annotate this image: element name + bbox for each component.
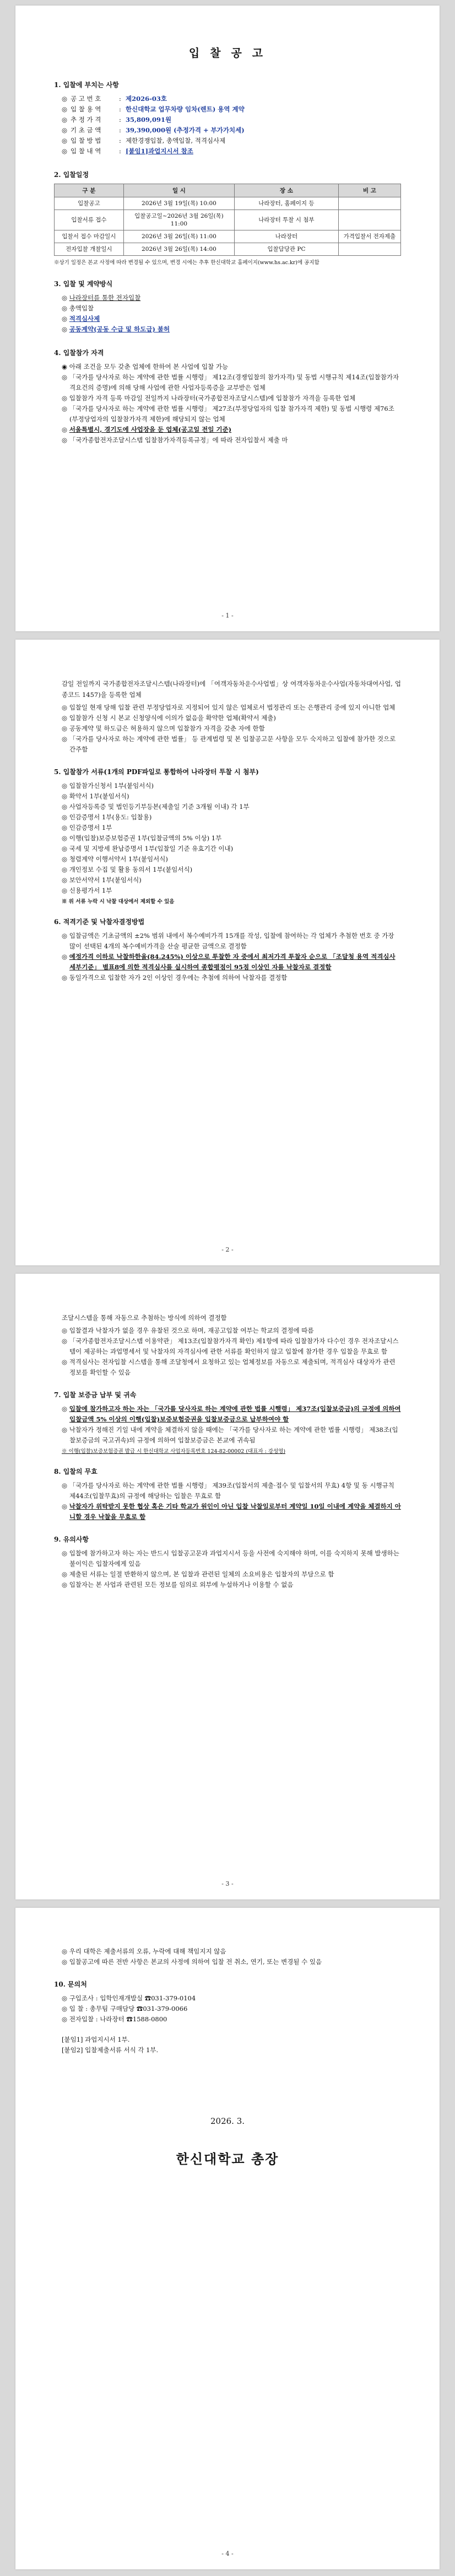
attachment-item: [붙임1] 과업지시서 1부. (62, 2036, 130, 2043)
section-9-heading: 9. 유의사항 (54, 1536, 89, 1543)
award-criteria-item: ◎ 예정가격 이하로 낙찰하한율(84.245%) 이상으로 투찰한 자 중에서 최저가격 투찰자 순으로 「조달청 용역 적격심사 세부기준」 별표8에 의한 적격심사를 실시하여 종합평점이 95점 이상인 자를 낙찰자로 결정함 (62, 953, 396, 971)
document-item: ◎ 인감증명서 1부(용도: 입찰용) (62, 813, 152, 821)
notice-item: ◎ 입찰에 참가하고자 하는 자는 반드시 입찰공고문과 과업지시서 등을 사전에 숙지해야 하며, 이를 숙지하지 못해 발생하는 불이익은 입찰자에게 있음 (62, 1549, 399, 1568)
page-number: - 2 - (221, 1246, 234, 1253)
bid-info-row: ◎ 기 초 금 액 : 39,390,000원 (추정가격 + 부가가치세) (62, 126, 245, 134)
section-5-heading: 5. 입찰참가 서류(1개의 PDF파일로 통합하여 나라장터 투찰 시 첨부) (54, 768, 259, 776)
notice-item: ◎ 제출된 서류는 일절 반환하지 않으며, 본 입찰과 관련된 일체의 소요비용은 입찰자의 부담으로 함 (62, 1570, 334, 1578)
schedule-header-cell: 비 고 (338, 184, 400, 197)
document-page-2 (15, 640, 440, 1265)
section-10-heading: 10. 문의처 (54, 1981, 87, 1988)
page-number: - 1 - (221, 612, 234, 619)
bid-info-row: ◎ 입 찰 내 역 : [붙임1]과업지시서 참조 (62, 147, 193, 155)
qualification-item: ◎ 입찰참가 자격 등록 마감일 전일까지 나라장터(국가종합전자조달시스템)에 입찰참가 자격을 등록한 업체 (62, 394, 356, 402)
schedule-note: ※상기 일정은 본교 사정에 따라 변경될 수 있으며, 변경 시에는 추후 한신대학교 홈페이지(www.hs.ac.kr)에 공지함 (54, 260, 319, 266)
schedule-row: 입찰서 접수 마감일시 2026년 3월 26일(목) 11:00 나라장터 가격입찰서 전자제출 (55, 230, 401, 243)
bid-info-list (54, 94, 401, 157)
qualification-item: ◎ 서울특별시, 경기도에 사업장을 둔 업체(공고일 전일 기준) (62, 426, 232, 433)
section-4-heading: 4. 입찰참가 자격 (54, 349, 104, 357)
bid-bond-item: ◎ 입찰에 참가하고자 하는 자는 「국가를 당사자로 하는 계약에 관한 법률 시행령」 제37조(입찰보증금)의 규정에 의하여 입찰금액 5% 이상의 이행(입찰)보증보험증권을 입찰보증금으로 납부하여야 함 (62, 1405, 401, 1423)
contract-method-item: ◎ 공동계약(공동 수급 및 하도급) 불허 (62, 325, 170, 333)
document-item: ◎ 입찰참가신청서 1부(붙임서식) (62, 782, 154, 790)
notice-date: 2026. 3. (210, 2116, 245, 2126)
schedule-table (54, 184, 401, 256)
attachment-item: [붙임2] 입찰제출서류 서식 각 1부. (62, 2046, 159, 2054)
bid-bond-note: ※ 이행(입찰)보증보험증권 발급 시 한신대학교 사업자등록번호 124-82-00002 (대표자 : 강성영) (62, 1448, 286, 1455)
document-item: ◎ 보안서약서 1부(붙임서식) (62, 876, 142, 884)
notice-item: ◎ 입찰공고에 따른 전반 사항은 본교의 사정에 의하여 입찰 전 취소, 연기, 또는 변경될 수 있음 (62, 1958, 322, 1966)
section-6-heading: 6. 적격기준 및 낙찰자결정방법 (54, 918, 145, 926)
qualification-continued: 감일 전일까지 국가종합전자조달시스템(나라장터)에 「여객자동차운수사업법」상 여객자동차운수사업(자동차대여사업, 업종코드 1457)을 등록한 업체 (62, 680, 401, 699)
issuer-signature: 한신대학교 총장 (176, 2151, 279, 2167)
invalid-bid-item: ◎ 낙찰자가 위탁받지 못한 협상 혹은 기타 학교가 원인이 아닌 입찰 낙찰일로부터 계약일 10일 이내에 계약을 체결하지 아니할 경우 낙찰을 무효로 함 (62, 1502, 401, 1521)
document-page-4 (15, 1908, 440, 2569)
section-1-heading: 1. 입찰에 부치는 사항 (54, 81, 119, 89)
schedule-row: 전자입찰 개찰일시 2026년 3월 26일(목) 14:00 입찰담당관 PC (55, 243, 401, 256)
qualification-item: ◎ 「국가를 당사자로 하는 계약에 관한 법률」 등 관계법령 및 본 입찰공고문 사항을 모두 숙지하고 입찰에 참가한 것으로 간주함 (62, 735, 396, 753)
page-title: 입 찰 공 고 (188, 46, 267, 60)
qualification-item: ◉ 아래 조건을 모두 갖춘 업체에 한하여 본 사업에 입찰 가능 (62, 363, 229, 371)
document-item: ◎ 확약서 1부(붙임서식) (62, 792, 129, 800)
section-2-heading: 2. 입찰일정 (54, 171, 89, 179)
section-8-heading: 8. 입찰의 무효 (54, 1468, 98, 1475)
award-criteria-item: ◎ 동일가격으로 입찰한 자가 2인 이상인 경우에는 추첨에 의하여 낙찰자를 결정함 (62, 974, 288, 981)
qualification-item: ◎ 「국가종합전자조달시스템 입찰참가자격등록규정」에 따라 전자입찰서 제출 마 (62, 436, 288, 444)
required-documents-list (54, 781, 401, 896)
schedule-header-cell: 일 시 (123, 184, 234, 197)
document-page-1 (15, 6, 440, 631)
section-7-heading: 7. 입찰 보증금 납부 및 귀속 (54, 1391, 137, 1399)
award-criteria-continued: 조달시스템을 통해 자동으로 추첨하는 방식에 의하여 결정함 (62, 1314, 227, 1322)
qualification-item: ◎ 입찰일 현재 당해 입찰 관련 부정당업자로 지정되어 있지 않은 업체로서 법정관리 또는 은행관리 중에 있지 아니한 업체 (62, 704, 396, 711)
qualification-item: ◎ 공동계약 및 하도급은 허용하지 않으며 입찰참가 자격을 갖춘 자에 한함 (62, 724, 265, 732)
invalid-bid-item: ◎ 「국가를 당사자로 하는 계약에 관한 법률 시행령」 제39조(입찰서의 제출·접수 및 입찰서의 무효) 4항 및 동 시행규칙 제44조(입찰무효)의 규정에 해당하는 입찰은 무효로 함 (62, 1482, 394, 1500)
schedule-header-cell: 구 분 (55, 184, 124, 197)
schedule-header-row (55, 184, 401, 197)
section-3-heading: 3. 입찰 및 계약방식 (54, 280, 113, 288)
award-criteria-item: ◎ 입찰금액은 기초금액의 ±2% 범위 내에서 복수예비가격 15개를 작성, 입찰에 참여하는 각 업체가 추첨한 번호 중 가장 많이 선택된 4개의 복수예비가격을 산술 평균한 금액으로 결정함 (62, 932, 394, 950)
bid-info-row: ◎ 추 정 가 격 : 35,809,091원 (62, 116, 172, 124)
document-page-3 (15, 1274, 440, 1899)
bid-bond-item: ◎ 낙찰자가 정해진 기일 내에 계약을 체결하지 않을 때에는 「국가를 당사자로 하는 계약에 관한 법률 시행령」 제38조(입찰보증금의 국고귀속)의 규정에 의하여 입찰보증금은 본교에 귀속됨 (62, 1426, 398, 1444)
documents-note: ※ 위 서류 누락 시 낙찰 대상에서 제외할 수 있음 (62, 899, 175, 905)
bid-info-row: ◎ 공 고 번 호 : 제2026-03호 (62, 95, 167, 103)
page-number: - 4 - (221, 2550, 234, 2557)
document-item: ◎ 국세 및 지방세 완납증명서 1부(입찰일 기준 유효기간 이내) (62, 845, 234, 852)
schedule-row: 입찰서류 접수 입찰공고일~2026년 3월 26일(목) 11:00 나라장터 투찰 시 첨부 (55, 210, 401, 230)
contact-item: ◎ 입 찰 : 총무팀 구매담당 ☎031-379-0066 (62, 2005, 188, 2012)
contract-method-item: ◎ 나라장터를 통한 전자입찰 (62, 294, 141, 302)
document-item: ◎ 이행(입찰)보증보험증권 1부(입찰금액의 5% 이상) 1부 (62, 834, 222, 842)
notice-item: ◎ 입찰자는 본 사업과 관련된 모든 정보를 임의로 외부에 누설하거나 이용할 수 없음 (62, 1581, 294, 1588)
qualification-item: ◎ 입찰참가 신청 시 본교 신청양식에 이의가 없음을 확약한 업체(확약서 제출) (62, 714, 276, 722)
schedule-header-cell: 장 소 (235, 184, 339, 197)
page-number: - 3 - (221, 1880, 234, 1887)
contract-method-item: ◎ 적격심사제 (62, 315, 100, 323)
bid-info-row: ◎ 입 찰 방 법 : 제한경쟁입찰, 총액입찰, 적격심사제 (62, 137, 226, 144)
award-criteria-item: ◎ 「국가종합전자조달시스템 이용약관」 제13조(입찰참가자격 확인) 제1항에 따라 입찰참가자 다수인 경우 전자조달시스템이 제공하는 과업명세서 및 낙찰자의 자격심사에 관한 서류를 확인하지 않고 입찰에 참가한 경우 입찰을 무효로 함 (62, 1337, 399, 1355)
contact-item: ◎ 전자입찰 : 나라장터 ☎1588-0800 (62, 2015, 167, 2023)
qualification-item: ◎ 「국가를 당사자로 하는 계약에 관한 법률 시행령」 제12조(경쟁입찰의 참가자격) 및 동법 시행규칙 제14조(입찰참가자격요건의 증명)에 의해 당해 사업에 관한 사업자등록증을 교부받은 업체 (62, 373, 399, 391)
schedule-row: 입찰공고 2026년 3월 19일(목) 10:00 나라장터, 홈페이지 등 (55, 197, 401, 210)
qualification-item: ◎ 「국가를 당사자로 하는 계약에 관한 법률 시행령」 제27조(부정당업자의 입찰 참가자격 제한) 및 동법 시행령 제76조(부정당업자의 입찰참가자격 제한)에 해당되지 않는 업체 (62, 405, 394, 423)
contact-item: ◎ 구입조사 : 입학인재개발실 ☎031-379-0104 (62, 1994, 196, 2002)
document-item: ◎ 개인정보 수집 및 활용 동의서 1부(붙임서식) (62, 866, 193, 873)
document-item: ◎ 인감증명서 1부 (62, 824, 112, 831)
award-criteria-item: ◎ 적격심사는 전자입찰 시스템을 통해 조달청에서 요청하고 있는 업체정보를 자동으로 제출되며, 적격심사 대상자가 관련 정보를 확인할 수 있음 (62, 1358, 396, 1376)
award-criteria-item: ◎ 입찰결과 낙찰자가 없을 경우 유찰된 것으로 하며, 재공고입찰 여부는 학교의 결정에 따름 (62, 1327, 314, 1334)
contract-method-item: ◎ 총액입찰 (62, 304, 94, 312)
document-item: ◎ 사업자등록증 및 법인등기부등본(제출일 기준 3개월 이내) 각 1부 (62, 803, 250, 811)
document-item: ◎ 청렴계약 이행서약서 1부(붙임서식) (62, 855, 168, 863)
notice-item: ◎ 우리 대학은 제출서류의 오류, 누락에 대해 책임지지 않음 (62, 1947, 226, 1955)
bid-info-row: ◎ 입 찰 용 역 : 한신대학교 업무차량 임차(렌트) 용역 계약 (62, 105, 245, 113)
document-item: ◎ 신용평가서 1부 (62, 887, 112, 894)
